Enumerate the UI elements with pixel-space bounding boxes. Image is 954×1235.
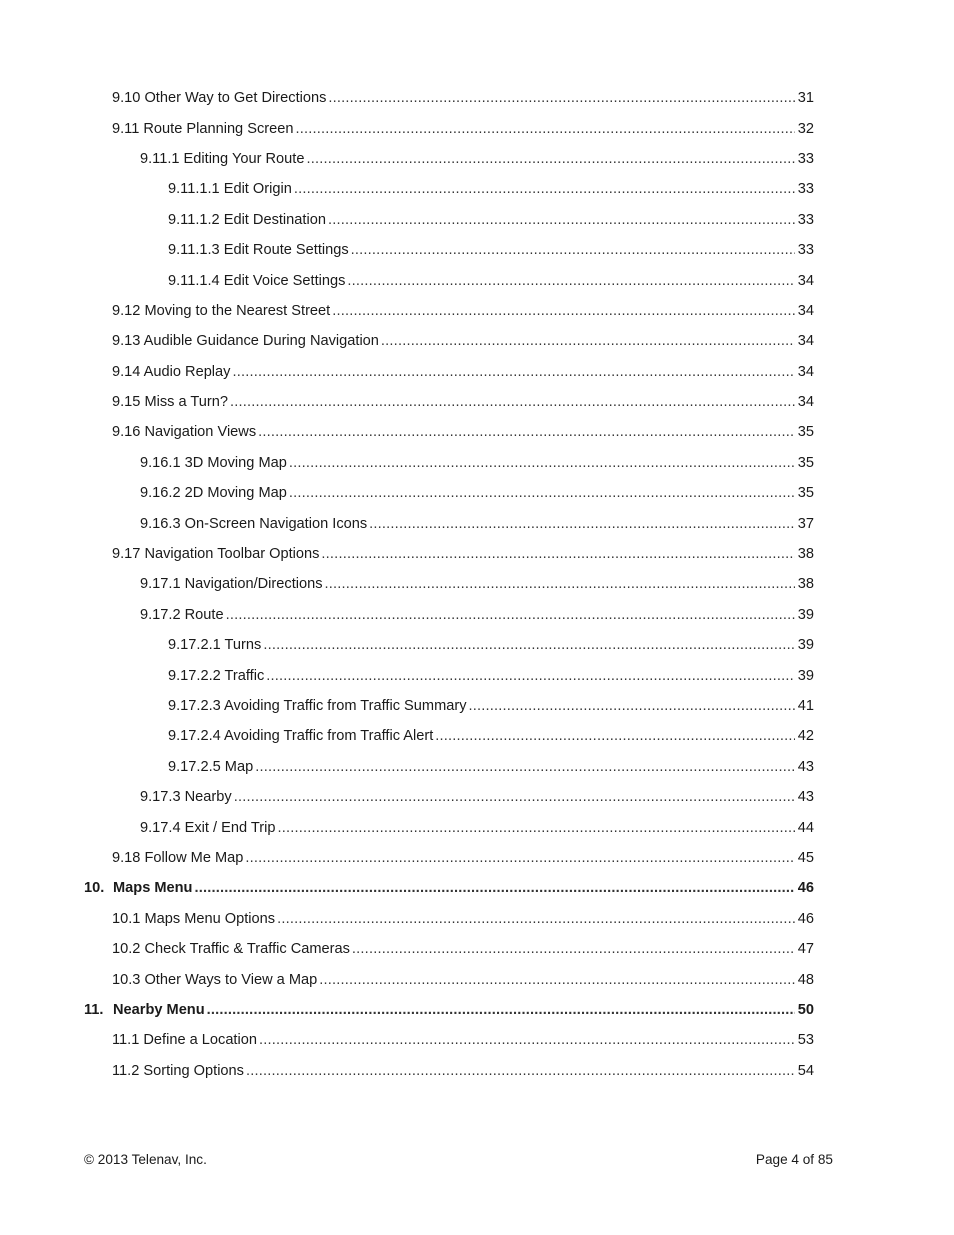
toc-chapter-number: 11. [84,1001,104,1018]
toc-page-number: 39 [797,667,814,684]
toc-entry[interactable] [0,600,954,630]
toc-entry[interactable] [0,508,954,538]
toc-chapter-title: Nearby Menu [113,1001,205,1018]
toc-chapter-title: Maps Menu [113,880,193,897]
page-footer [84,1152,833,1167]
toc-entry[interactable] [0,569,954,599]
toc-page-number: 42 [797,728,814,745]
toc-entry-label: 9.12 Moving to the Nearest Street [112,302,331,319]
toc-entry-label: 9.17.2 Route [140,606,224,623]
toc-entry[interactable] [0,448,954,478]
footer-page-number: Page 4 of 85 [755,1152,833,1167]
toc-page-number: 35 [797,485,814,502]
toc-entry-label: 9.17.3 Nearby [140,789,232,806]
toc-entry[interactable] [0,752,954,782]
toc-dot-leader [232,363,795,381]
toc-entry[interactable] [0,144,954,174]
toc-entry-label [84,1001,206,1019]
toc-dot-leader [469,697,796,715]
toc-entry-label: 9.17.4 Exit / End Trip [140,819,276,836]
toc-entry-label: 11.1 Define a Location [112,1032,257,1049]
toc-dot-leader [263,636,795,654]
toc-dot-leader [369,515,795,533]
toc-dot-leader [266,667,795,685]
toc-page-number: 43 [797,758,814,775]
toc-page-number: 34 [797,302,814,319]
toc-entry[interactable] [0,782,954,812]
toc-dot-leader [194,879,795,897]
toc-chapter-number: 10. [84,880,105,897]
toc-page-number: 33 [797,150,814,167]
toc-entry[interactable] [0,326,954,356]
toc-dot-leader [259,1031,795,1049]
toc-page-number: 45 [797,849,814,866]
toc-entry-label: 11.2 Sorting Options [112,1062,244,1079]
toc-entry[interactable] [0,904,954,934]
toc-entry[interactable] [0,964,954,994]
toc-dot-leader [328,89,795,107]
toc-entry-label: 9.17.2.5 Map [168,758,254,775]
toc-page-number: 35 [797,424,814,441]
toc-page-number: 34 [797,394,814,411]
toc-entry-label: 9.18 Follow Me Map [112,849,244,866]
table-of-contents [0,83,954,1086]
toc-entry-label: 9.14 Audio Replay [112,363,231,380]
toc-entry[interactable] [0,417,954,447]
toc-entry-label: 10.2 Check Traffic & Traffic Cameras [112,941,350,958]
toc-entry[interactable] [0,843,954,873]
toc-entry-label: 9.11 Route Planning Screen [112,120,294,137]
toc-entry-label: 9.16.1 3D Moving Map [140,454,287,471]
toc-page-number: 39 [797,606,814,623]
toc-entry[interactable] [0,539,954,569]
toc-entry[interactable] [0,812,954,842]
toc-dot-leader [381,332,795,350]
toc-dot-leader [435,727,795,745]
toc-entry-label: 9.16.3 On-Screen Navigation Icons [140,515,368,532]
toc-page-number: 34 [797,363,814,380]
toc-entry[interactable] [0,83,954,113]
toc-page-number: 33 [797,211,814,228]
toc-dot-leader [347,272,795,290]
toc-dot-leader [351,241,795,259]
toc-entry-label: 9.16.2 2D Moving Map [140,485,287,502]
toc-dot-leader [245,849,795,867]
toc-entry-label: 9.17.2.4 Avoiding Traffic from Traffic Alert [168,728,434,745]
toc-dot-leader [289,484,795,502]
toc-dot-leader [207,1001,795,1019]
toc-entry[interactable] [0,357,954,387]
toc-dot-leader [246,1062,795,1080]
toc-dot-leader [226,606,795,624]
toc-dot-leader [294,180,795,198]
toc-entry-label: 9.11.1.2 Edit Destination [168,211,326,228]
toc-dot-leader [321,545,795,563]
toc-dot-leader [295,120,795,138]
toc-entry[interactable] [0,1056,954,1086]
toc-entry[interactable] [0,660,954,690]
toc-page-number: 48 [797,971,814,988]
toc-dot-leader [306,150,795,168]
toc-dot-leader [277,910,795,928]
toc-entry-label: 10.1 Maps Menu Options [112,910,276,927]
toc-entry[interactable] [0,113,954,143]
toc-page-number: 39 [797,637,814,654]
toc-dot-leader [258,423,795,441]
toc-dot-leader [319,971,795,989]
toc-dot-leader [325,575,795,593]
toc-dot-leader [255,758,795,776]
toc-entry[interactable] [0,296,954,326]
toc-page-number: 46 [797,880,814,897]
toc-dot-leader [352,940,795,958]
toc-entry[interactable] [0,934,954,964]
toc-dot-leader [277,819,795,837]
toc-page-number: 35 [797,454,814,471]
toc-entry[interactable] [0,691,954,721]
toc-page-number: 41 [797,698,814,714]
toc-entry[interactable] [0,721,954,751]
toc-entry-label: 9.11.1.4 Edit Voice Settings [168,272,346,289]
toc-dot-leader [332,302,795,320]
toc-entry[interactable] [0,1025,954,1055]
toc-page-number: 38 [797,576,814,593]
toc-page-number: 37 [797,515,814,532]
toc-entry-label: 9.15 Miss a Turn? [112,394,228,411]
toc-chapter-entry[interactable] [0,873,954,903]
toc-page-number: 32 [797,120,814,137]
toc-entry-label: 9.17.2.1 Turns [168,637,262,654]
toc-page-number: 43 [797,789,814,806]
toc-page-number: 53 [797,1032,814,1049]
footer-copyright: © 2013 Telenav, Inc. [84,1152,207,1167]
toc-page-number: 33 [797,242,814,259]
toc-entry[interactable] [0,630,954,660]
toc-entry-label: 10.3 Other Ways to View a Map [112,971,318,988]
toc-dot-leader [230,393,795,411]
toc-page-number: 33 [797,181,814,198]
toc-page-number: 31 [797,90,814,107]
toc-entry-label: 9.11.1.3 Edit Route Settings [168,242,349,259]
toc-entry[interactable] [0,387,954,417]
toc-entry-label [84,879,193,897]
toc-page-number: 38 [797,546,814,563]
toc-chapter-entry[interactable] [0,995,954,1025]
toc-dot-leader [289,454,795,472]
toc-dot-leader [234,788,795,806]
toc-entry-label: 9.10 Other Way to Get Directions [112,90,327,107]
toc-entry-label: 9.17 Navigation Toolbar Options [112,546,320,563]
toc-entry[interactable] [0,174,954,204]
toc-entry-label: 9.17.2.2 Traffic [168,667,265,684]
toc-page-number: 34 [797,272,814,289]
toc-entry[interactable] [0,265,954,295]
toc-entry-label: 9.17.2.3 Avoiding Traffic from Traffic Summary [168,698,467,714]
toc-page-number: 50 [797,1001,814,1018]
toc-entry-label: 9.13 Audible Guidance During Navigation [112,333,379,350]
toc-page-number: 47 [797,941,814,958]
toc-entry[interactable] [0,235,954,265]
toc-entry-label: 9.11.1 Editing Your Route [140,150,305,167]
toc-entry[interactable] [0,205,954,235]
toc-entry-label: 9.17.1 Navigation/Directions [140,576,323,593]
toc-page-number: 44 [797,819,814,836]
toc-dot-leader [328,211,795,229]
toc-page-number: 54 [797,1062,814,1079]
toc-page-number: 46 [797,910,814,927]
toc-entry[interactable] [0,478,954,508]
toc-entry-label: 9.11.1.1 Edit Origin [168,181,292,198]
toc-page-number: 34 [797,333,814,350]
toc-entry-label: 9.16 Navigation Views [112,424,257,441]
